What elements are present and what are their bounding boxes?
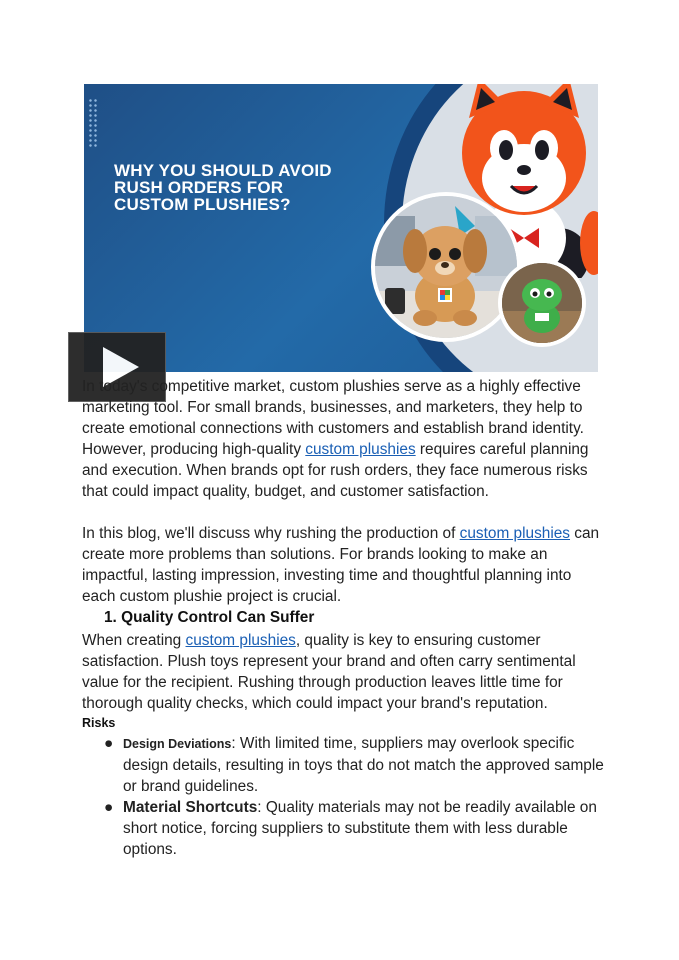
hero-banner xyxy=(84,84,598,372)
green-plush-photo xyxy=(498,259,586,347)
intro-paragraph-1 xyxy=(82,376,602,502)
list-item xyxy=(104,733,604,797)
section-text: When creating xyxy=(82,632,186,649)
intro-text: In today's competitive market, custom plushies serve as a highly effective marketing tool. For small brands, businesses, and marketers, they help to create emotional connections with customers and establish brand identity. However, producing high-quality xyxy=(82,378,584,458)
green-plush-image xyxy=(502,263,582,343)
intro-paragraph-2 xyxy=(82,523,602,607)
dot-pattern xyxy=(88,98,98,148)
bullet-term: Material Shortcuts xyxy=(123,799,258,816)
bullet-dot-icon: ● xyxy=(104,799,114,816)
intro-text-end: can create more problems than solutions. For brands looking to make an impactful, lasting impression, investing time and thoughtful planning into each custom plushie project is crucial. xyxy=(82,525,600,605)
custom-plushies-link[interactable]: custom plushies xyxy=(185,632,296,649)
puppy-plush-image xyxy=(375,196,517,338)
section-text-end: , quality is key to ensuring customer satisfaction. Plush toys represent your brand and often carry sentimental value for the recipient. Rushing through production leaves little time for thorough quality checks, which could impact your brand's reputation. xyxy=(82,632,576,712)
bullet-term: Design Deviations xyxy=(123,737,232,751)
bullet-text: : With limited time, suppliers may overlook specific design details, resulting in toys that do not match the approved sample or brand guidelines. xyxy=(123,735,604,795)
banner-title: WHY YOU SHOULD AVOID RUSH ORDERS FOR CUSTOM PLUSHIES? xyxy=(114,161,332,214)
bullet-dot-icon: ● xyxy=(104,735,114,752)
risks-label: Risks xyxy=(82,716,116,730)
section-paragraph xyxy=(82,630,602,714)
bullet-text: : Quality materials may not be readily available on short notice, forcing suppliers to substitute them with less durable options. xyxy=(123,799,597,858)
custom-plushies-link[interactable]: custom plushies xyxy=(459,525,571,542)
custom-plushies-link[interactable]: custom plushies xyxy=(305,441,416,458)
intro-text: In this blog, we'll discuss why rushing the production of xyxy=(82,525,460,542)
section-heading: 1. Quality Control Can Suffer xyxy=(104,609,315,626)
puppy-plush-photo xyxy=(371,192,521,342)
intro-text-end: requires careful planning and execution. When brands opt for rush orders, they face numerous risks that could impact quality, budget, and customer satisfaction. xyxy=(82,441,589,500)
list-item xyxy=(104,797,604,860)
